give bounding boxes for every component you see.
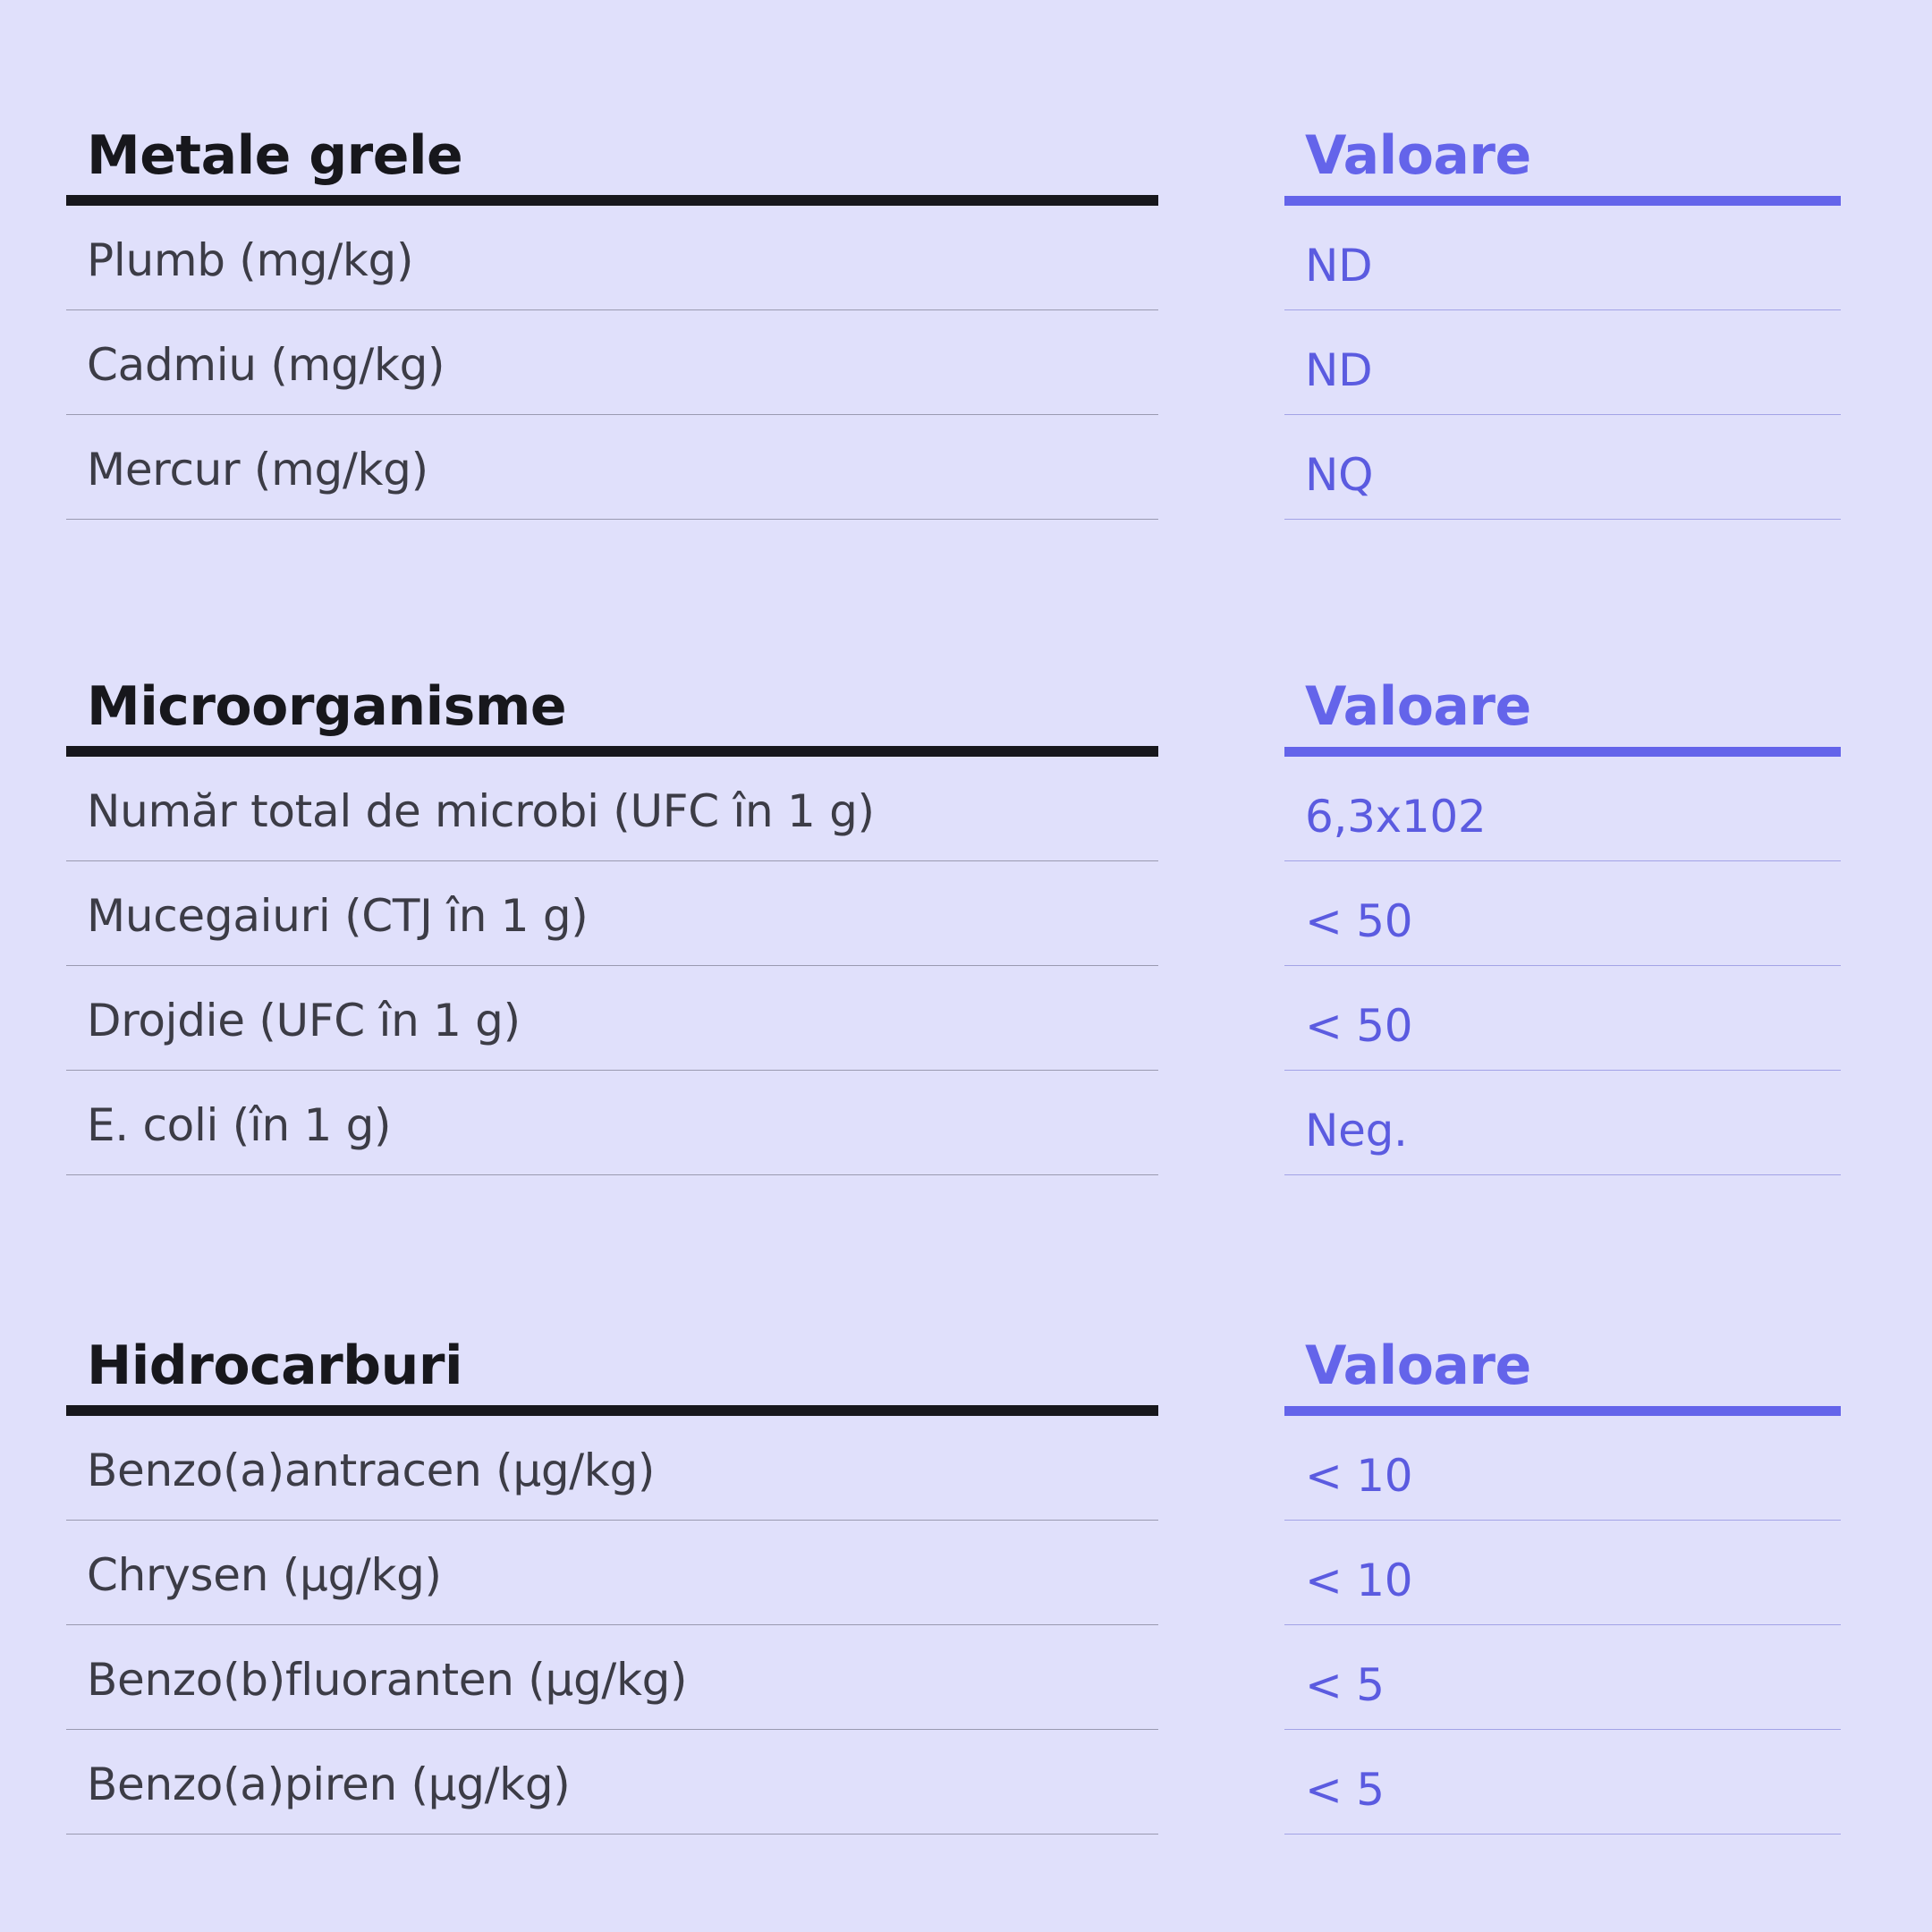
header-divider <box>66 746 1158 757</box>
table-row <box>1284 757 1841 861</box>
header-divider <box>1284 1406 1841 1416</box>
table-row <box>1284 415 1841 520</box>
section-title: Metale grele <box>87 124 463 187</box>
row-label: Cadmiu (mg/kg) <box>87 339 445 391</box>
section-label-column <box>66 1275 1158 1835</box>
section-label-column <box>66 616 1158 1175</box>
section-header <box>66 1275 1158 1416</box>
value-header <box>1284 616 1841 757</box>
header-divider <box>66 1405 1158 1416</box>
table-row <box>1284 861 1841 966</box>
row-label: Număr total de microbi (UFC în 1 g) <box>87 785 875 837</box>
row-label: Plumb (mg/kg) <box>87 234 414 286</box>
value-header-title: Valoare <box>1305 675 1531 738</box>
section-value-column <box>1284 1275 1841 1835</box>
table-row <box>66 415 1158 520</box>
row-value: < 50 <box>1305 895 1413 947</box>
section-value-column <box>1284 616 1841 1175</box>
row-label: E. coli (în 1 g) <box>87 1099 392 1151</box>
value-header-title: Valoare <box>1305 1335 1531 1397</box>
section-title: Hidrocarburi <box>87 1335 463 1397</box>
row-label: Mucegaiuri (CTJ în 1 g) <box>87 890 589 942</box>
row-value: Neg. <box>1305 1105 1408 1157</box>
row-value: ND <box>1305 240 1373 292</box>
section-label-column <box>66 65 1158 520</box>
value-header <box>1284 1275 1841 1416</box>
table-row <box>66 1071 1158 1175</box>
header-divider <box>66 195 1158 206</box>
table-row <box>66 206 1158 310</box>
table-row <box>1284 1416 1841 1521</box>
table-row <box>66 1625 1158 1730</box>
row-label: Benzo(a)antracen (µg/kg) <box>87 1445 656 1496</box>
row-value: < 10 <box>1305 1555 1413 1606</box>
table-row <box>1284 310 1841 415</box>
row-label: Chrysen (µg/kg) <box>87 1549 442 1601</box>
table-row <box>1284 206 1841 310</box>
table-row <box>66 1521 1158 1625</box>
table-row <box>1284 1521 1841 1625</box>
section-header <box>66 616 1158 757</box>
row-value: < 5 <box>1305 1659 1385 1711</box>
table-row <box>1284 1071 1841 1175</box>
row-value: NQ <box>1305 449 1374 501</box>
value-header <box>1284 65 1841 206</box>
row-value: < 50 <box>1305 1000 1413 1052</box>
header-divider <box>1284 747 1841 757</box>
row-label: Benzo(b)fluoranten (µg/kg) <box>87 1654 688 1706</box>
table-row <box>1284 1730 1841 1835</box>
table-row <box>66 966 1158 1071</box>
table-row <box>66 861 1158 966</box>
row-value: 6,3x102 <box>1305 791 1487 843</box>
row-label: Mercur (mg/kg) <box>87 444 428 496</box>
table-row <box>66 1730 1158 1835</box>
section-header <box>66 65 1158 206</box>
row-value: < 5 <box>1305 1764 1385 1816</box>
table-row <box>66 1416 1158 1521</box>
row-value: < 10 <box>1305 1450 1413 1502</box>
table-row <box>1284 966 1841 1071</box>
value-header-title: Valoare <box>1305 124 1531 187</box>
table-row <box>66 310 1158 415</box>
row-label: Benzo(a)piren (µg/kg) <box>87 1758 571 1810</box>
header-divider <box>1284 196 1841 206</box>
table-row <box>66 757 1158 861</box>
row-label: Drojdie (UFC în 1 g) <box>87 995 521 1046</box>
section-title: Microorganisme <box>87 675 567 738</box>
section-value-column <box>1284 65 1841 520</box>
row-value: ND <box>1305 344 1373 396</box>
table-row <box>1284 1625 1841 1730</box>
